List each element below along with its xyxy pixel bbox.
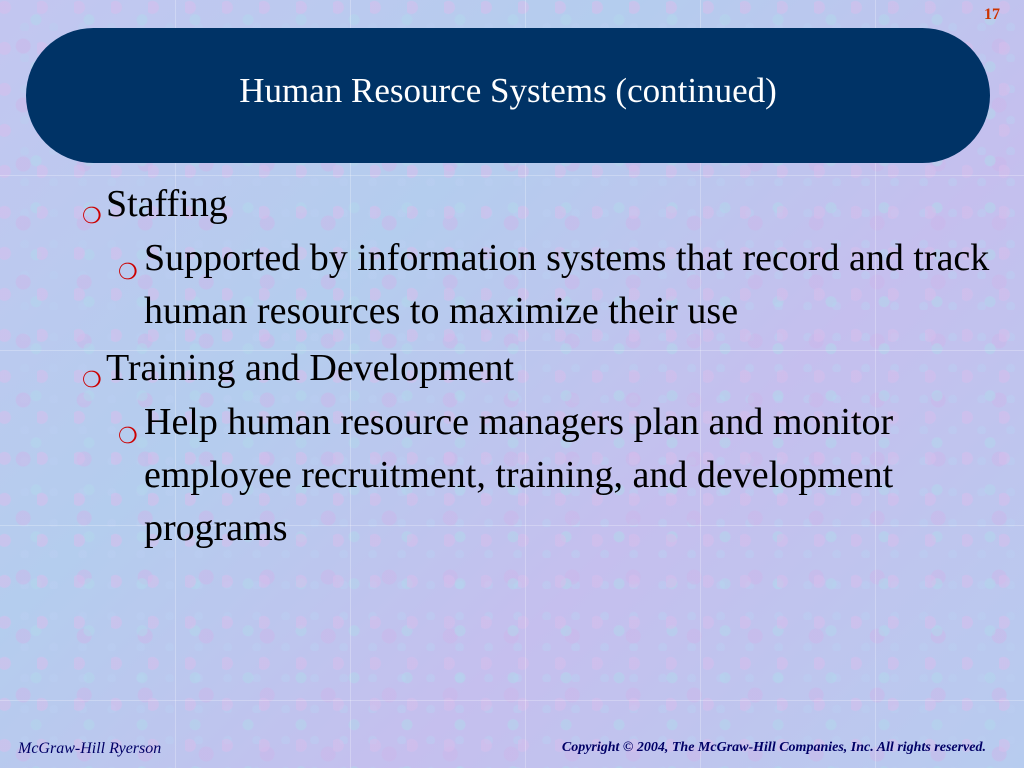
- sub-list-item: [118, 232, 992, 338]
- circle-bullet-icon: ❍: [82, 368, 102, 393]
- bullet-list: [82, 178, 992, 559]
- background-grid-line: [0, 700, 1024, 701]
- title-banner: [26, 28, 990, 163]
- bullet-label: Training and Development: [106, 347, 515, 389]
- copyright-footer: Copyright © 2004, The McGraw-Hill Companies, Inc. All rights reserved.: [561, 740, 986, 755]
- bullet-label: Staffing: [106, 183, 228, 225]
- list-item: [82, 342, 992, 394]
- list-item: [82, 178, 992, 230]
- circle-bullet-icon: ❍: [118, 424, 138, 449]
- slide-title: Human Resource Systems (continued): [239, 70, 777, 110]
- publisher-footer: McGraw-Hill Ryerson: [18, 740, 162, 757]
- page-number: 17: [984, 6, 1000, 23]
- sub-bullet-text: Supported by information systems that record and track human resources to maximize their use: [144, 237, 990, 332]
- sub-list-item: [118, 396, 992, 555]
- sub-bullet-text: Help human resource managers plan and monitor employee recruitment, training, and development programs: [144, 401, 894, 549]
- circle-bullet-icon: ❍: [82, 204, 102, 229]
- circle-bullet-icon: ❍: [118, 260, 138, 285]
- background-grid-line: [0, 175, 1024, 176]
